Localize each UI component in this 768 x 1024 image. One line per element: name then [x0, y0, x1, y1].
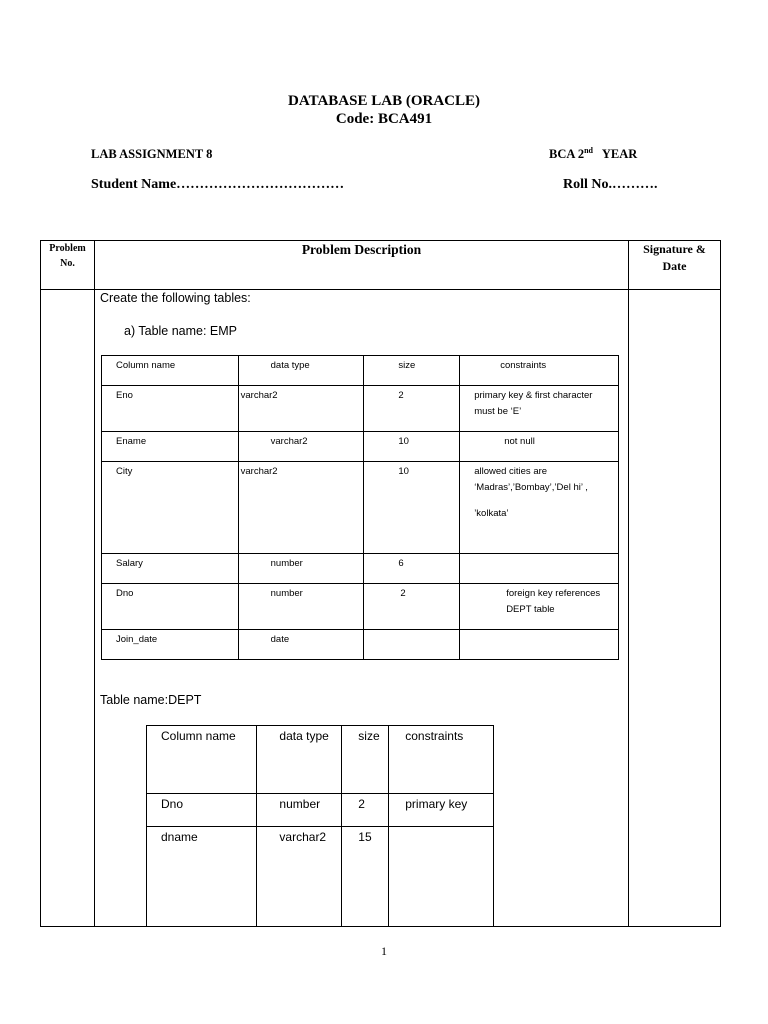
- city-constraint-extra: ’kolkata’: [474, 508, 509, 519]
- dept-col-header: constraints: [389, 726, 494, 794]
- table-cell: varchar2: [238, 432, 364, 462]
- table-cell: number: [238, 554, 364, 584]
- table-cell: number: [238, 584, 364, 630]
- table-cell: [364, 630, 460, 660]
- table-cell: Dno: [102, 584, 239, 630]
- table-cell: City: [102, 462, 239, 554]
- table-cell: 6: [364, 554, 460, 584]
- emp-col-header: data type: [238, 356, 364, 386]
- page-number: 1: [381, 944, 387, 958]
- table-cell: primary key: [389, 794, 494, 827]
- table-cell: dname: [147, 827, 257, 927]
- header-row-divider: [40, 289, 721, 290]
- emp-col-header: constraints: [460, 356, 619, 386]
- table-row: [147, 794, 494, 827]
- signature-line2: Date: [662, 259, 687, 273]
- table-row: [102, 432, 619, 462]
- table-cell: Dno: [147, 794, 257, 827]
- year-sup: nd: [584, 145, 593, 155]
- problem-no-line2: No.: [60, 258, 75, 269]
- signature-header: [629, 241, 720, 275]
- table-cell: not null: [460, 432, 619, 462]
- column-divider-1: [94, 240, 95, 927]
- assignment-label: LAB ASSIGNMENT 8: [91, 147, 213, 161]
- table-cell: [460, 554, 619, 584]
- course-code: Code: BCA491: [335, 111, 433, 127]
- problem-no-header: [41, 241, 94, 271]
- roll-no-field: Roll No.……….: [563, 177, 658, 192]
- dept-col-header: data type: [257, 726, 342, 794]
- table-row: [102, 554, 619, 584]
- table-cell: primary key & first character must be ‘E’: [460, 386, 619, 432]
- table-cell: Ename: [102, 432, 239, 462]
- year-label: [549, 147, 637, 162]
- table-cell: Salary: [102, 554, 239, 584]
- emp-table: [101, 355, 619, 660]
- table-cell: [460, 630, 619, 660]
- table-cell: varchar2: [257, 827, 342, 927]
- emp-heading: a) Table name: EMP: [124, 324, 238, 338]
- table-cell: 10: [364, 462, 460, 554]
- table-cell: date: [238, 630, 364, 660]
- table-cell: varchar2: [238, 462, 364, 554]
- table-cell: Eno: [102, 386, 239, 432]
- dept-heading: Table name:DEPT: [100, 693, 202, 707]
- signature-line1: Signature &: [643, 242, 706, 256]
- table-cell: 2: [364, 386, 460, 432]
- document-title: DATABASE LAB (ORACLE): [288, 93, 480, 109]
- intro-text: Create the following tables:: [100, 291, 251, 305]
- dept-col-header: size: [342, 726, 389, 794]
- table-cell: foreign key references DEPT table: [460, 584, 619, 630]
- table-cell: 2: [364, 584, 460, 630]
- table-row: [102, 584, 619, 630]
- problem-description-header: Problem Description: [301, 242, 422, 257]
- table-cell: [389, 827, 494, 927]
- dept-col-header: Column name: [147, 726, 257, 794]
- table-cell: varchar2: [238, 386, 364, 432]
- city-constraint-text: allowed cities are ‘Madras’,’Bombay’,’Del hi’ ,: [474, 466, 588, 493]
- student-name-field: Student Name………………………………: [91, 177, 345, 192]
- table-row: [102, 386, 619, 432]
- table-row: [102, 630, 619, 660]
- dept-table: [146, 725, 494, 927]
- table-row: [147, 726, 494, 794]
- table-cell: number: [257, 794, 342, 827]
- table-row: [147, 827, 494, 927]
- year-prefix: BCA 2: [549, 147, 585, 161]
- table-row: [102, 462, 619, 554]
- table-cell: [460, 462, 619, 554]
- column-divider-2: [628, 240, 629, 927]
- problem-no-line1: Problem: [49, 243, 86, 254]
- table-cell: Join_date: [102, 630, 239, 660]
- emp-col-header: size: [364, 356, 460, 386]
- table-row: [102, 356, 619, 386]
- table-cell: 10: [364, 432, 460, 462]
- emp-col-header: Column name: [102, 356, 239, 386]
- table-cell: 15: [342, 827, 389, 927]
- year-suffix: YEAR: [601, 147, 638, 161]
- table-cell: 2: [342, 794, 389, 827]
